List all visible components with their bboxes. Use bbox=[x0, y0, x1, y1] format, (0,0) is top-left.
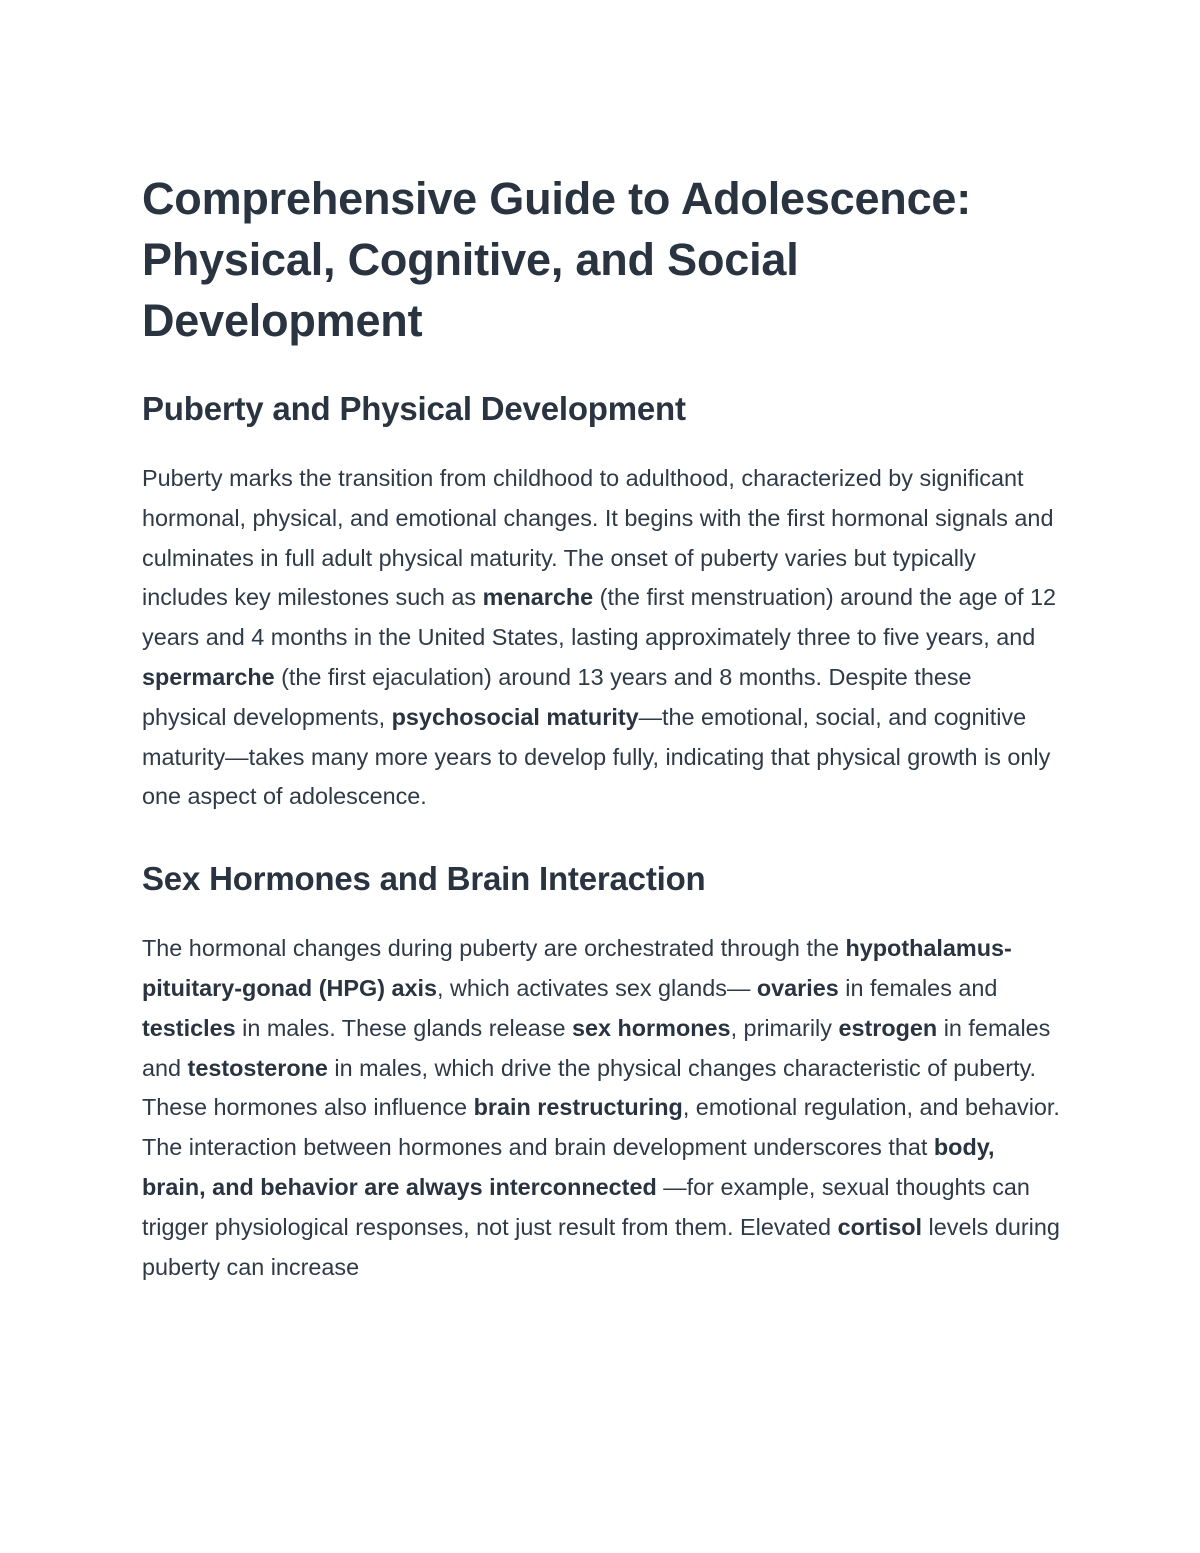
text-run: —the emotional, social, and cognitive maturity—takes many more years to develop fully, indicating that physical growth is only one aspect of adolescence. bbox=[142, 703, 1051, 810]
text-run: The hormonal changes during puberty are orchestrated through the bbox=[142, 935, 846, 962]
key-term: sex hormones bbox=[571, 1014, 731, 1041]
key-term: menarche bbox=[482, 584, 594, 611]
text-run: in males. These glands release bbox=[235, 1014, 572, 1041]
key-term: spermarche bbox=[142, 663, 275, 690]
text-run: Puberty marks the transition from childhood to adulthood, characterized by significant hormonal, physical, and emotional changes. It begins with the first hormonal signals and culminates in full adult physical maturity. The onset of puberty varies but typically includes key milestones such as bbox=[142, 465, 1054, 611]
section-heading-hormones: Sex Hormones and Brain Interaction bbox=[142, 860, 706, 898]
text-run: in males, which drive the physical changes characteristic of puberty. These hormones also influence bbox=[142, 1054, 1037, 1121]
document-title: Comprehensive Guide to Adolescence: Physical, Cognitive, and Social Development bbox=[142, 173, 972, 346]
text-run: (the first menstruation) around the age of 12 years and 4 months in the United States, lasting approximately three to five years, and bbox=[142, 584, 1057, 651]
key-term: body, brain, and behavior are always interconnected bbox=[142, 1134, 995, 1200]
section-body-hormones bbox=[142, 929, 1062, 1287]
text-run: —for example, sexual thoughts can trigger physiological responses, not just result from them. Elevated bbox=[142, 1173, 1030, 1240]
key-term: psychosocial maturity bbox=[391, 703, 639, 730]
key-term: cortisol bbox=[837, 1213, 923, 1240]
key-term: testicles bbox=[142, 1014, 236, 1041]
section-body-puberty bbox=[142, 459, 1062, 817]
key-term: brain restructuring bbox=[473, 1094, 683, 1121]
section-heading-puberty: Puberty and Physical Development bbox=[142, 390, 686, 427]
text-run: , which activates sex glands— bbox=[437, 974, 757, 1001]
text-run: , emotional regulation, and behavior. The interaction between hormones and brain development underscores that bbox=[142, 1094, 1060, 1161]
key-term: testosterone bbox=[187, 1054, 328, 1081]
text-run: (the first ejaculation) around 13 years and 8 months. Despite these physical developments, bbox=[142, 663, 972, 730]
text-run: levels during puberty can increase bbox=[142, 1213, 1060, 1280]
text-run: , primarily bbox=[730, 1014, 839, 1041]
key-term: ovaries bbox=[756, 974, 839, 1001]
key-term: estrogen bbox=[838, 1014, 938, 1041]
key-term: hypothalamus-pituitary-gonad (HPG) axis bbox=[142, 935, 1012, 1001]
text-run: in females and bbox=[142, 1014, 1051, 1081]
document-page bbox=[142, 168, 1062, 1287]
text-run: in females and bbox=[838, 974, 998, 1001]
